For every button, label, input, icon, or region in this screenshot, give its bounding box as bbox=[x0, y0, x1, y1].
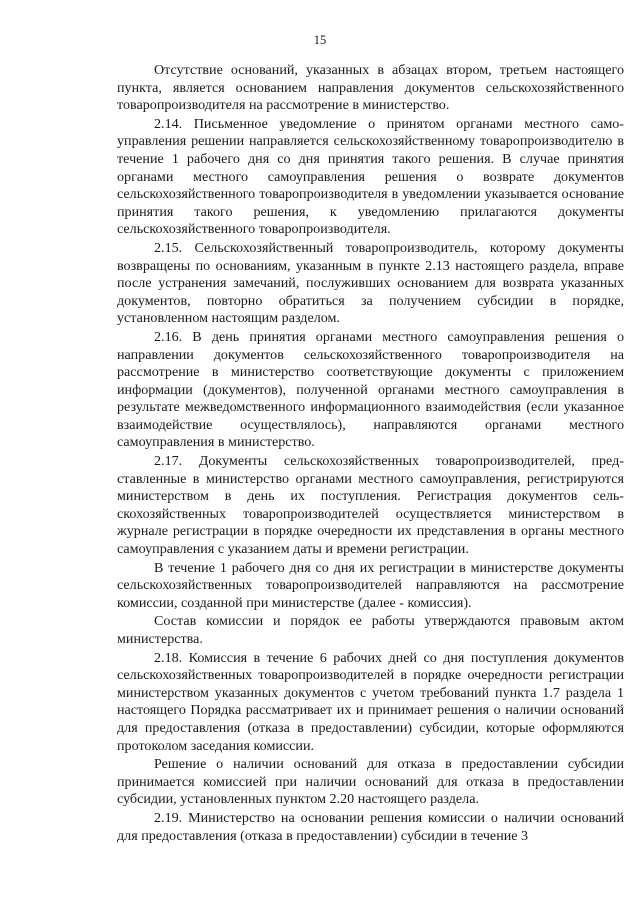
paragraph-2-18: 2.18. Комиссия в течение 6 рабочих дней со дня поступления документов сельскохозяйственных товаропроизводителей в порядке очередности регистрации министерством указанных документов с учетом требований пункта 1.7 раздела 1 настоящего Порядка рассматривает их и принимает решения о наличии оснований для предоставления (отказа в предоставлении) субсидии, которые оформляются протоколом заседания комиссии. bbox=[117, 649, 624, 754]
document-body bbox=[117, 62, 624, 846]
paragraph-2-19: 2.19. Министерство на основании решения комиссии о наличии оснований для предоставления (отказа в предоставлении) субсидии в течение 3 bbox=[117, 809, 624, 844]
paragraph-refusal-decision: Решение о наличии оснований для отказа в предоставлении субсидии принимается комиссией при наличии оснований для отказа в предоставлении субсидии, установленных пунктом 2.20 настоящего раздела. bbox=[117, 756, 624, 808]
paragraph-absence-of-grounds: Отсутствие оснований, указанных в абзацах втором, третьем настоящего пункта, является основанием направления документов сельскохозяйственного товаропроизводителя на рассмотрение в министерство. bbox=[117, 62, 624, 114]
paragraph-2-17: 2.17. Документы сельскохозяйственных товаропроизводителей, представленные в министерство органами местного самоуправления, регистрируются министерством в день их поступления. Регистрация документов сельскохозяйственных товаропроизводителей осуществляется министерством в журнале регистрации в порядке очередности их представления в органы местного самоуправления с указанием даты и времени регистрации. bbox=[117, 453, 624, 558]
paragraph-2-14: 2.14. Письменное уведомление о принятом органами местного самоуправления решении направляется сельскохозяйственному товаропроизводителю в течение 1 рабочего дня со дня принятия такого решения. В случае принятия органами местного самоуправления решения о возврате документов сельскохозяйственного товаропроизводителя в уведомлении указывается основание принятия такого решения, к уведомлению прилагаются документы сельскохозяйственного товаропроизводителя. bbox=[117, 115, 624, 238]
page-number: 15 bbox=[313, 33, 327, 47]
paragraph-2-16: 2.16. В день принятия органами местного самоуправления решения о направлении документов сельскохозяйственного товаропроизводителя на рассмотрение в министерство соответствующие документы с приложением информации (документов), полученной органами местного самоуправления в результате межведомственного информационного взаимодействия (если указанное взаимодействие осуществлялось), направляются органами местного самоуправления в министерство. bbox=[117, 328, 624, 451]
paragraph-registration-deadline: В течение 1 рабочего дня со дня их регистрации в министерстве документы сельскохозяйственных товаропроизводителей направляются на рассмотрение комиссии, созданной при министерстве (далее - комиссия). bbox=[117, 559, 624, 611]
paragraph-commission-composition: Состав комиссии и порядок ее работы утверждаются правовым актом министерства. bbox=[117, 613, 624, 647]
paragraph-2-15: 2.15. Сельскохозяйственный товаропроизводитель, которому документы возвращены по основаниям, указанным в пункте 2.13 настоящего раздела, вправе после устранения замечаний, послуживших основанием для возврата указанных документов, повторно обратиться за получением субсидии в порядке, установленном настоящим разделом. bbox=[117, 239, 624, 327]
